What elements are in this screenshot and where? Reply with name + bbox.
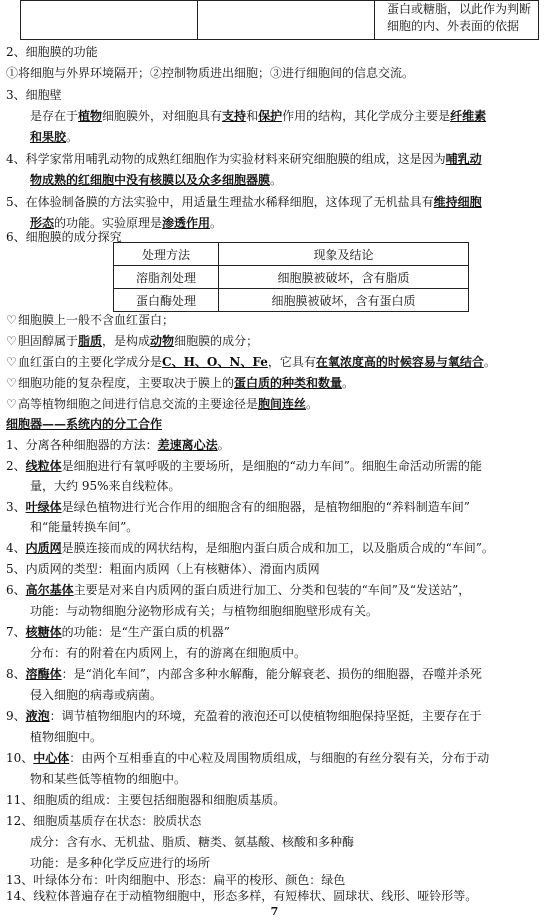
text: 。 [270, 173, 283, 187]
keyword: 蛋白质的种类和数量 [234, 376, 343, 390]
text: 。 [342, 376, 355, 390]
organelle-item-11: 11、细胞质的组成：主要包括细胞器和细胞质基质。 [6, 793, 286, 807]
organelle-item-8-cont: 侵入细胞的病毒或病菌。 [30, 688, 163, 702]
text: 高等植物细胞之间进行信息交流的主要途径是 [18, 397, 259, 411]
organelle-item-7 [6, 624, 541, 640]
text: 是绿色植物进行光合作用的细胞含有的细胞器，是植物细胞的“养料制造车间” [61, 500, 470, 514]
section-6-title: 6、细胞膜的成分探究 [6, 230, 122, 244]
text: 作用的结构，其化学成分主要是 [282, 109, 451, 123]
section-3-line2 [30, 129, 541, 145]
top-table-line1: 蛋白或糖脂，以此作为判断 [387, 2, 532, 16]
text: 6、 [6, 583, 26, 597]
text: 7、 [6, 625, 26, 639]
text: 血红蛋白的主要化学成分是 [18, 355, 163, 369]
text: 。 [483, 355, 496, 369]
organelle-item-12-components: 成分：含有水、无机盐、脂质、糖类、氨基酸、核酸和多种酶 [30, 835, 355, 849]
keyword: 差速离心法 [157, 438, 218, 452]
section-3-title: 3、细胞壁 [6, 88, 62, 102]
organelle-item-12-function: 功能：是多种化学反应进行的场所 [30, 856, 211, 870]
table-header: 处理方法 [114, 243, 219, 266]
section-5-line1 [6, 194, 541, 210]
heading: 细胞器——系统内的分工合作 [6, 417, 163, 431]
text: 2、 [6, 459, 26, 473]
heart-outline-icon: ♡ [6, 397, 17, 411]
keyword: C、H、O、N、Fe [162, 355, 268, 369]
organelle-item-9 [6, 708, 541, 724]
organelle-section-title [6, 416, 541, 432]
text: 。 [306, 397, 319, 411]
heart-outline-icon: ♡ [6, 313, 17, 327]
note-2 [6, 333, 541, 349]
keyword: 溶酶体 [25, 667, 62, 681]
text: 胆固醇属于 [18, 334, 79, 348]
membrane-composition-table [113, 242, 469, 312]
keyword: 形态 [30, 216, 55, 230]
keyword: 中心体 [33, 751, 70, 765]
organelle-item-2 [6, 458, 541, 474]
top-table-cell-1 [21, 1, 198, 40]
text: ：调节植物细胞内的环境，充盈着的液泡还可以使植物细胞保持坚挺，主要存在于 [49, 709, 482, 723]
text: 和 [246, 109, 259, 123]
text: 是细胞进行有氧呼吸的主要场所，是细胞的“动力车间”。细胞生命活动所需的能 [61, 459, 482, 473]
text: ，是构成 [102, 334, 151, 348]
keyword: 脂质 [78, 334, 103, 348]
heart-outline-icon: ♡ [6, 334, 17, 348]
text: 8、 [6, 667, 26, 681]
text: 细胞膜外，对细胞具有 [102, 109, 223, 123]
section-4-line2 [30, 172, 541, 188]
organelle-item-6-cont: 功能：与动物细胞分泌物形成有关；与植物细胞细胞壁形成有关。 [30, 604, 379, 618]
keyword: 动物 [150, 334, 175, 348]
keyword: 内质网 [25, 541, 62, 555]
organelle-item-5: 5、内质网的类型：粗面内质网（上有核糖体）、滑面内质网 [6, 562, 320, 576]
text: 。 [210, 216, 223, 230]
organelle-item-2-cont: 量，大约 95%来自线粒体。 [30, 479, 181, 493]
text: 细胞功能的复杂程度，主要取决于膜上的 [18, 376, 235, 390]
organelle-item-9-cont: 植物细胞中。 [30, 730, 103, 744]
organelle-item-14: 14、线粒体普遍存在于动植物细胞中，形态多样，有短棒状、圆球状、线形、哑铃形等。 [6, 889, 478, 903]
section-4-line1 [6, 151, 541, 167]
note-4 [6, 375, 541, 391]
top-table-cell-2 [198, 1, 375, 40]
keyword-protect: 保护 [258, 109, 283, 123]
keyword: 渗透作用 [162, 216, 211, 230]
text: ：由两个互相垂直的中心粒及周围物质组成，与细胞的有丝分裂有关，分布于动 [69, 751, 490, 765]
text: 9、 [6, 709, 26, 723]
organelle-item-10-cont: 物和某些低等植物的细胞中。 [30, 772, 187, 786]
organelle-item-12: 12、细胞质基质存在状态：胶质状态 [6, 814, 202, 828]
text: 细胞膜的成分； [174, 334, 259, 348]
keyword: 胞间连丝 [258, 397, 307, 411]
heart-outline-icon: ♡ [6, 355, 17, 369]
keyword-pectin: 和果胶 [30, 130, 67, 144]
organelle-item-1 [6, 437, 541, 453]
table-header: 现象及结论 [219, 243, 469, 266]
keyword: 哺乳动 [445, 152, 482, 166]
section-2-body: ①将细胞与外界环境隔开；②控制物质进出细胞；③进行细胞间的信息交流。 [6, 66, 415, 80]
text: ：是“消化车间”，内部含多种水解酶，能分解衰老、损伤的细胞器，吞噬并杀死 [61, 667, 482, 681]
page-number: 7 [270, 905, 279, 918]
text: 4、科学家常用哺乳动物的成熟红细胞作为实验材料来研究细胞膜的组成，这是因为 [6, 152, 446, 166]
table-cell: 细胞膜被破坏，含有脂质 [219, 266, 469, 289]
table-cell: 蛋白酶处理 [114, 289, 219, 312]
text: 5、在体验制备膜的方法实验中，用适量生理盐水稀释细胞，这体现了无机盐具有 [6, 195, 434, 209]
text: 主要是对来自内质网的蛋白质进行加工、分类和包装的“车间”及“发送站”， [73, 583, 471, 597]
organelle-item-10 [6, 750, 541, 766]
text: 1、分离各种细胞器的方法： [6, 438, 158, 452]
keyword: 线粒体 [25, 459, 62, 473]
keyword-plant: 植物 [78, 109, 103, 123]
organelle-item-6 [6, 582, 541, 598]
table-row [114, 289, 469, 312]
note-5 [6, 396, 541, 412]
keyword: 液泡 [25, 709, 50, 723]
top-table-line2: 细胞的内、外表面的依据 [387, 19, 520, 33]
table-header-row [114, 243, 469, 266]
table-cell: 细胞膜被破坏，含有蛋白质 [219, 289, 469, 312]
text: 4、 [6, 541, 26, 555]
section-3-line1 [30, 108, 541, 124]
keyword: 维持细胞 [433, 195, 482, 209]
table-cell: 溶脂剂处理 [114, 266, 219, 289]
text: 。 [217, 438, 230, 452]
text: ，它具有 [267, 355, 316, 369]
organelle-item-13: 13、叶绿体分布：叶肉细胞中、形态：扁平的梭形、颜色：绿色 [6, 873, 346, 887]
keyword: 在氧浓度高的时候容易与氧结合 [315, 355, 484, 369]
note-3 [6, 354, 541, 370]
keyword: 核糖体 [25, 625, 62, 639]
heart-outline-icon: ♡ [6, 376, 17, 390]
text: 细胞膜上一般不含血红蛋白； [18, 313, 175, 327]
table-row [114, 266, 469, 289]
keyword: 高尔基体 [25, 583, 74, 597]
keyword: 叶绿体 [25, 500, 62, 514]
text: 10、 [6, 751, 34, 765]
organelle-item-3 [6, 499, 541, 515]
keyword-cellulose: 纤维素 [450, 109, 487, 123]
organelle-item-7-cont: 分布：有的附着在内质网上，有的游离在细胞质中。 [30, 646, 307, 660]
text: 。 [66, 130, 79, 144]
text: 是膜连接而成的网状结构，是细胞内蛋白质合成和加工，以及脂质合成的“车间”。 [61, 541, 494, 555]
section-2-title: 2、细胞膜的功能 [6, 45, 98, 59]
top-table-fragment [20, 0, 539, 40]
text: 的功能：是“生产蛋白质的机器” [61, 625, 230, 639]
keyword-support: 支持 [222, 109, 247, 123]
organelle-item-4 [6, 540, 541, 556]
note-1 [6, 312, 541, 328]
keyword: 物成熟的红细胞中没有核膜以及众多细胞器膜 [30, 173, 271, 187]
text: 的功能。实验原理是 [54, 216, 163, 230]
organelle-item-3-cont: 和“能量转换车间”。 [30, 520, 139, 534]
text: 是存在于 [30, 109, 79, 123]
organelle-item-8 [6, 666, 541, 682]
top-table-cell-3 [375, 1, 539, 40]
text: 3、 [6, 500, 26, 514]
